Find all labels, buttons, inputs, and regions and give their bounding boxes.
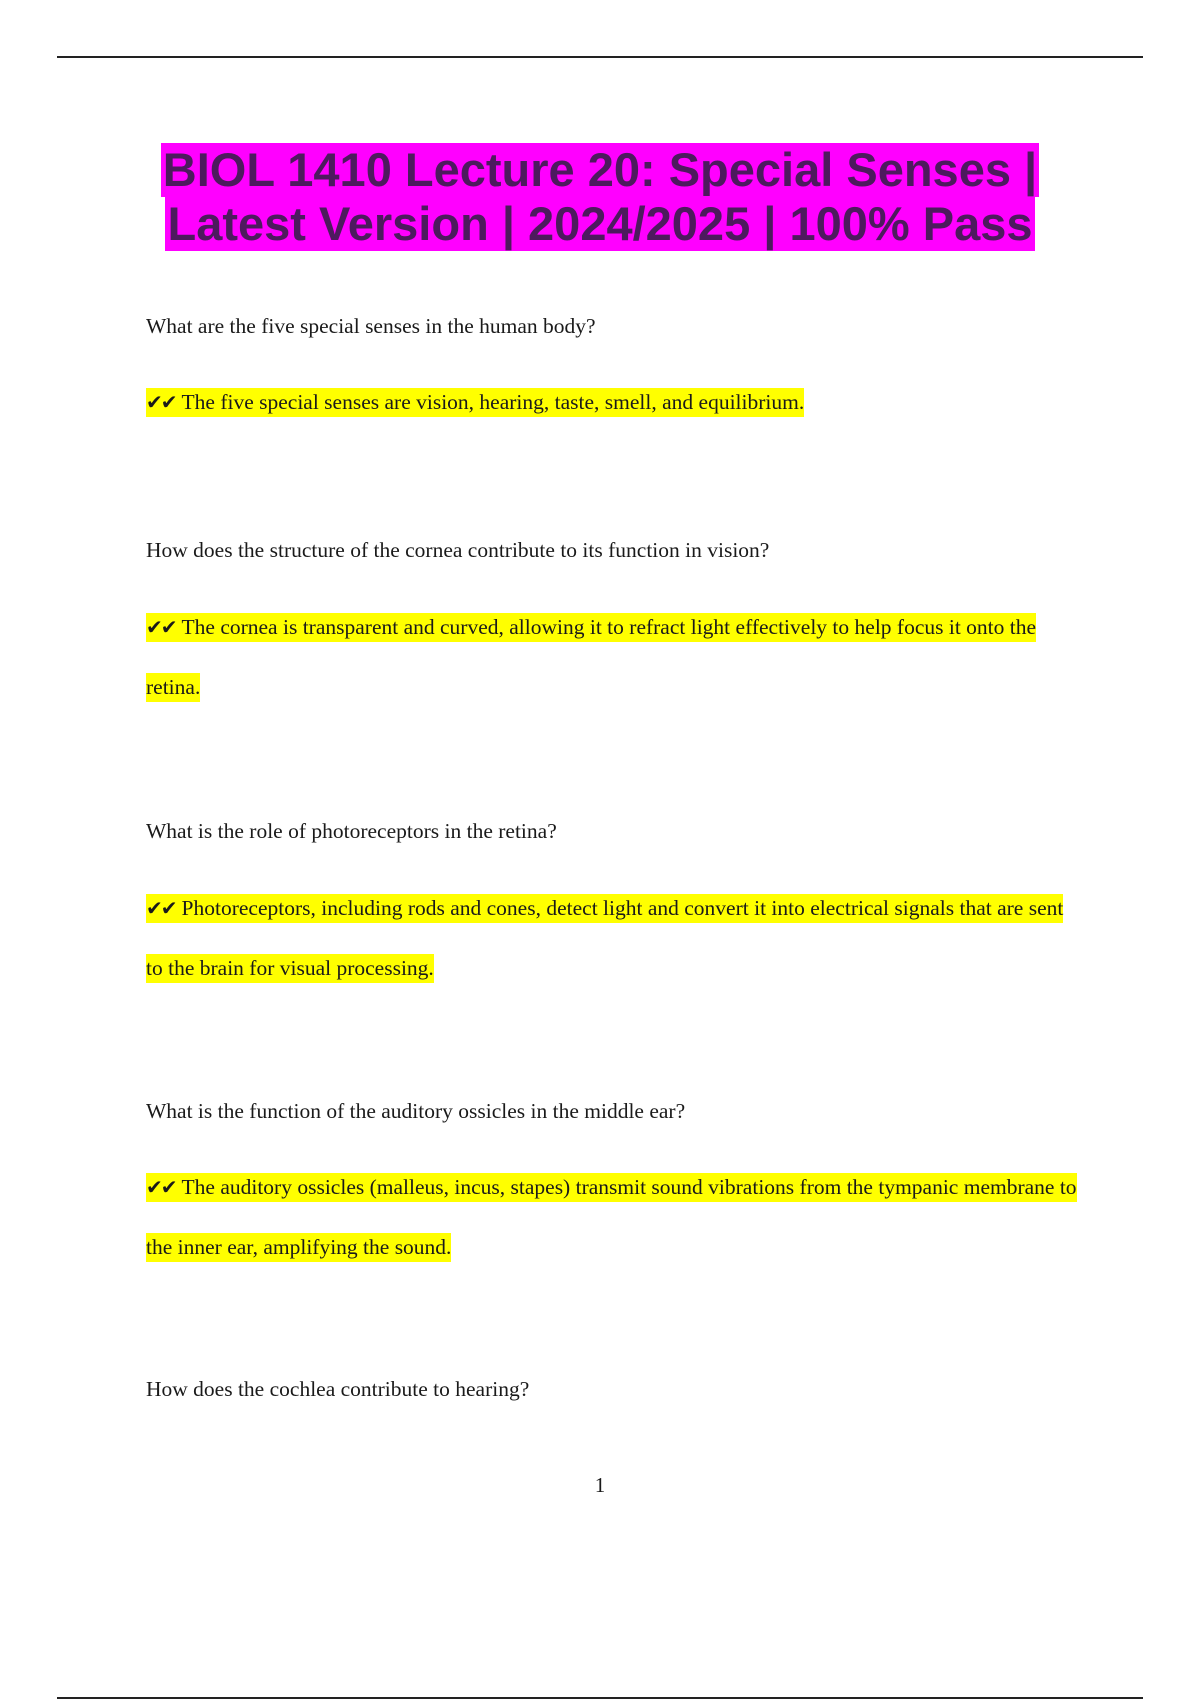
answer-3 <box>146 878 1081 998</box>
question-5: How does the cochlea contribute to hearing? <box>146 1377 530 1401</box>
bottom-rule <box>57 1697 1143 1699</box>
answer-2 <box>146 597 1081 717</box>
answer-1-text: The five special senses are vision, hearing, taste, smell, and equilibrium. <box>181 390 805 414</box>
document-title <box>0 143 1200 251</box>
double-checkmark-icon: ✔✔ <box>146 615 176 639</box>
double-checkmark-icon: ✔✔ <box>146 896 176 920</box>
double-checkmark-icon: ✔✔ <box>146 1175 176 1199</box>
question-4: What is the function of the auditory ossicles in the middle ear? <box>146 1099 686 1123</box>
answer-3-text: Photoreceptors, including rods and cones, detect light and convert it into electrical signals that are sent to the brain for visual processing. <box>146 896 1064 980</box>
answer-4 <box>146 1157 1081 1277</box>
answer-1 <box>146 372 1081 432</box>
question-1: What are the five special senses in the human body? <box>146 314 596 338</box>
question-2: How does the structure of the cornea contribute to its function in vision? <box>146 538 770 562</box>
question-3: What is the role of photoreceptors in the retina? <box>146 819 557 843</box>
answer-4-text: The auditory ossicles (malleus, incus, stapes) transmit sound vibrations from the tympanic membrane to the inner ear, amplifying the sound. <box>146 1175 1077 1259</box>
double-checkmark-icon: ✔✔ <box>146 390 176 414</box>
title-line-1: BIOL 1410 Lecture 20: Special Senses | <box>162 143 1038 196</box>
title-line-2: Latest Version | 2024/2025 | 100% Pass <box>167 197 1033 250</box>
page-number: 1 <box>594 1473 606 1497</box>
top-rule <box>57 56 1143 58</box>
answer-2-text: The cornea is transparent and curved, allowing it to refract light effectively to help focus it onto the retina. <box>146 615 1037 699</box>
